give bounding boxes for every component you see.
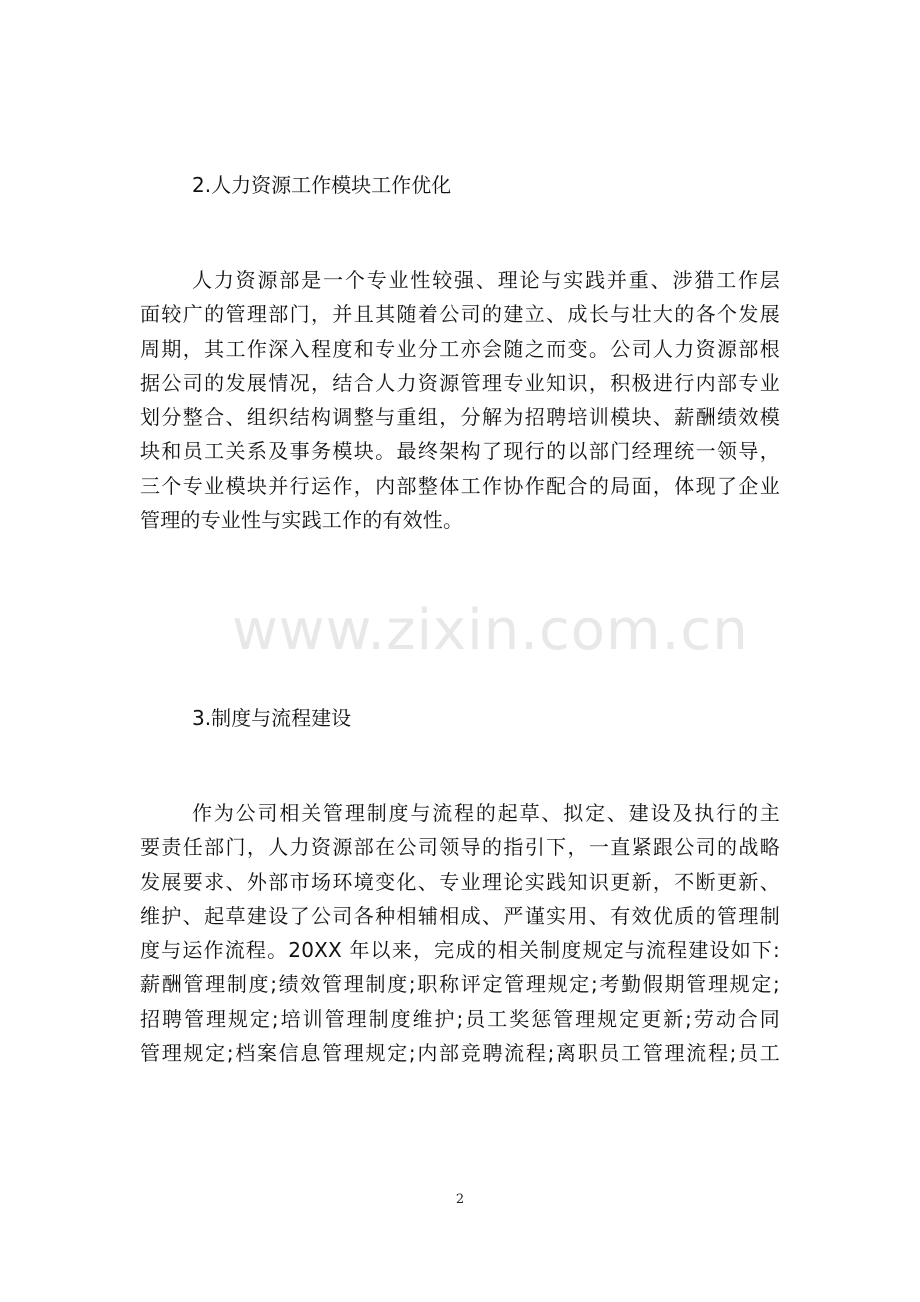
paragraph-line: 度与运作流程。20XX 年以来，完成的相关制度规定与流程建设如下: <box>140 938 780 963</box>
paragraph-hr-module <box>140 263 780 537</box>
paragraph-line: 划分整合、组织结构调整与重组，分解为招聘培训模块、薪酬绩效模 <box>140 405 780 430</box>
paragraph-line: 维护、起草建设了公司各种相辅相成、严谨实用、有效优质的管理制 <box>140 903 780 928</box>
paragraph-line: 要责任部门，人力资源部在公司领导的指引下，一直紧跟公司的战略 <box>140 835 780 860</box>
section-heading-hr-module: 2.人力资源工作模块工作优化 <box>192 173 452 197</box>
paragraph-line: 周期，其工作深入程度和专业分工亦会随之而变。公司人力资源部根 <box>140 336 780 361</box>
paragraph-line: 招聘管理规定;培训管理制度维护;员工奖惩管理规定更新;劳动合同 <box>140 1006 780 1031</box>
paragraph-line: 据公司的发展情况，结合人力资源管理专业知识，积极进行内部专业 <box>140 370 780 395</box>
paragraph-line: 作为公司相关管理制度与流程的起草、拟定、建设及执行的主 <box>192 801 780 825</box>
paragraph-line: 发展要求、外部市场环境变化、专业理论实践知识更新，不断更新、 <box>140 869 780 894</box>
paragraph-line: 面较广的管理部门，并且其随着公司的建立、成长与壮大的各个发展 <box>140 302 780 327</box>
paragraph-line: 人力资源部是一个专业性较强、理论与实践并重、涉猎工作层 <box>192 268 780 292</box>
paragraph-line: 三个专业模块并行运作，内部整体工作协作配合的局面，体现了企业 <box>140 473 780 498</box>
section-heading-policy-process: 3.制度与流程建设 <box>192 706 352 730</box>
paragraph-line: 管理规定;档案信息管理规定;内部竞聘流程;离职员工管理流程;员工 <box>140 1041 780 1066</box>
paragraph-policy-process <box>140 796 780 1070</box>
paragraph-line: 管理的专业性与实践工作的有效性。 <box>140 508 464 533</box>
watermark: www.zixin.com.cn <box>232 598 749 663</box>
paragraph-line: 块和员工关系及事务模块。最终架构了现行的以部门经理统一领导， <box>140 439 780 464</box>
paragraph-line: 薪酬管理制度;绩效管理制度;职称评定管理规定;考勤假期管理规定; <box>140 972 780 997</box>
page-number: 2 <box>455 1192 465 1207</box>
